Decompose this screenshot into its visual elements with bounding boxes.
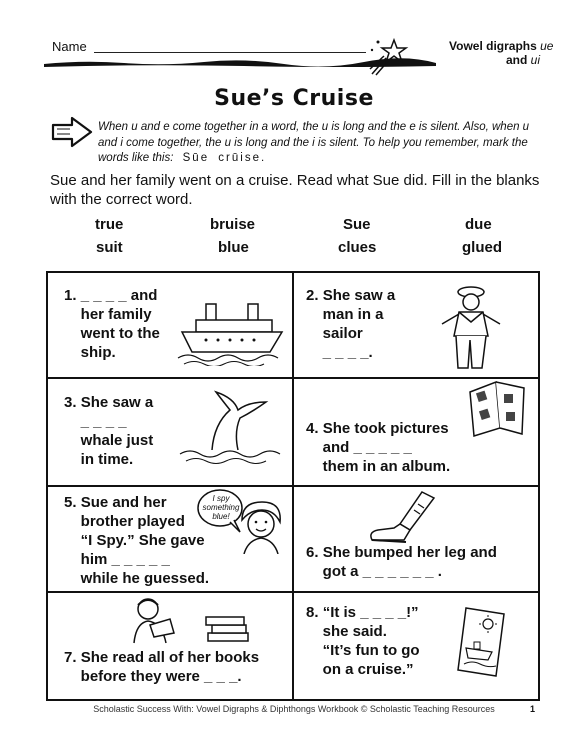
instructions: Sue and her family went on a cruise. Read what Sue did. Fill in the blanks with the correct word. [50, 172, 540, 208]
name-line[interactable] [94, 52, 366, 53]
exercise-item-1: 1. _ _ _ _ and her family went to the ship. [64, 287, 160, 361]
word-bank-item: blue [218, 239, 249, 256]
exercise-item-5: 5. Sue and her brother played “I Spy.” She gave him _ _ _ _ _ while he guessed. [64, 494, 210, 587]
exercise-item-4: 4. She took pictures and _ _ _ _ _ them in an album. [306, 420, 451, 475]
speech-bubble-text: I spy something blue! [202, 494, 240, 521]
word-bank-item: suit [96, 239, 123, 256]
exercise-item-8: 8. “It is _ _ _ _!” she said. “It’s fun to go on a cruise.” [306, 604, 420, 678]
exercise-item-7: 7. She read all of her books before they were _ _ _. [64, 649, 260, 685]
grid-divider [46, 485, 540, 487]
example-sue: Sūe [182, 152, 210, 164]
leg-bruise-illustration [366, 490, 442, 546]
name-label: Name [52, 39, 87, 54]
photo-album-illustration [466, 378, 530, 440]
word-bank-item: clues [338, 239, 377, 256]
rule-text: When u and e come together in a word, the u is long and the e is silent. Also, when u and i come together, the u is long and the i is silent. To help you remember, mark the words like this: Sūe crūise. [98, 121, 530, 164]
word-bank-item: bruise [210, 216, 256, 233]
shooting-star-icon [368, 36, 410, 76]
whale-tail-illustration [176, 384, 284, 468]
girl-illustration [234, 498, 288, 554]
cruise-ship-illustration [176, 296, 288, 366]
word-bank-item: true [95, 216, 124, 233]
example-cruise: crūise. [218, 152, 267, 164]
word-bank-item: due [465, 216, 492, 233]
page-number: 1 [530, 704, 536, 714]
arrow-right-icon [50, 115, 94, 149]
exercise-item-6: 6. She bumped her leg and got a _ _ _ _ _ _ . [306, 544, 497, 580]
word-bank-item: Sue [343, 216, 371, 233]
exercise-item-3: 3. She saw a _ _ _ _ whale just in time. [64, 394, 154, 468]
topic-label-2: and ui [506, 53, 541, 67]
sailor-illustration [434, 280, 508, 374]
topic-label-1: Vowel digraphs ue [449, 39, 554, 53]
exercise-item-2: 2. She saw a man in a sailor _ _ _ _. [306, 287, 396, 361]
page-title: Sue’s Cruise [214, 86, 374, 111]
footer-credit: Scholastic Success With: Vowel Digraphs & Diphthongs Workbook © Scholastic Teaching Resources [93, 704, 495, 714]
grid-divider [46, 591, 540, 593]
cruise-brochure-illustration [454, 604, 508, 680]
word-bank-item: glued [462, 239, 502, 256]
girl-reading-illustration [120, 595, 260, 645]
